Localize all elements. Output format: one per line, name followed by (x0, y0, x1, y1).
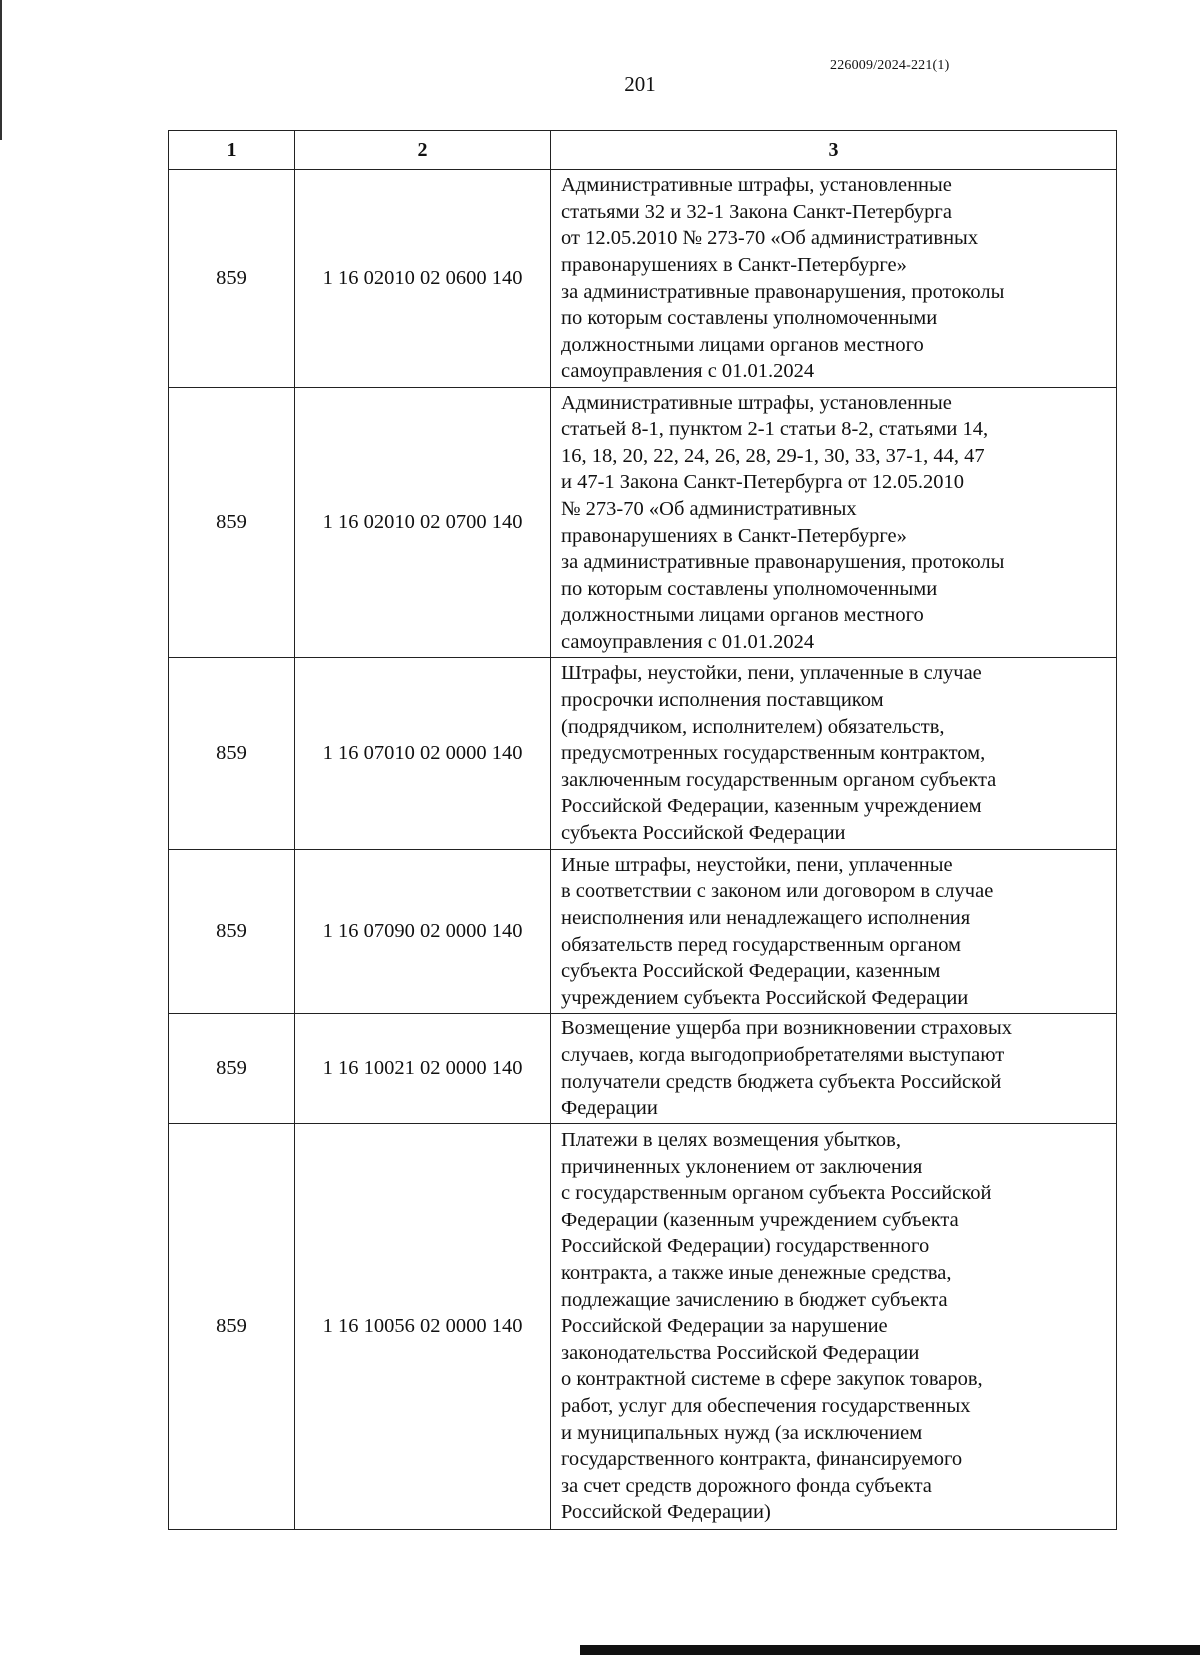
description-line: учреждением субъекта Российской Федерации (561, 986, 969, 1009)
table-row (169, 658, 1117, 850)
description-line: по которым составлены уполномоченными (561, 307, 938, 330)
description-line: Российской Федерации за нарушение (561, 1315, 888, 1338)
column-header-3: 3 (551, 131, 1117, 170)
kbk-code-cell: 1 16 10021 02 0000 140 (295, 1014, 551, 1124)
description-line: Административные штрафы, установленные (561, 174, 952, 197)
description-line: Платежи в целях возмещения убытков, (561, 1129, 901, 1152)
description-line: статьями 32 и 32-1 Закона Санкт-Петербурга (561, 200, 952, 223)
description-cell (551, 658, 1117, 850)
revenue-codes-table (168, 130, 1117, 1530)
description-line: Возмещение ущерба при возникновении страховых (561, 1017, 1012, 1040)
description-line: и 47-1 Закона Санкт-Петербурга от 12.05.2010 (561, 471, 965, 494)
column-header-1: 1 (169, 131, 295, 170)
kbk-code-cell: 1 16 02010 02 0600 140 (295, 170, 551, 388)
description-line: (подрядчиком, исполнителем) обязательств, (561, 715, 945, 738)
description-line: просрочки исполнения поставщиком (561, 689, 884, 712)
kbk-code-cell: 1 16 07010 02 0000 140 (295, 658, 551, 850)
description-line: № 273-70 «Об административных (561, 497, 857, 520)
admin-code-cell: 859 (169, 170, 295, 388)
description-cell (551, 1014, 1117, 1124)
description-line: статьей 8-1, пунктом 2-1 статьи 8-2, статьями 14, (561, 418, 989, 441)
description-line: 16, 18, 20, 22, 24, 26, 28, 29-1, 30, 33, 37-1, 44, 47 (561, 444, 985, 467)
description-line: предусмотренных государственным контрактом, (561, 742, 986, 765)
description-line: за административные правонарушения, протоколы (561, 551, 1005, 574)
description-line: обязательств перед государственным органом (561, 933, 962, 956)
description-line: контракта, а также иные денежные средства, (561, 1262, 952, 1285)
kbk-code-cell: 1 16 02010 02 0700 140 (295, 388, 551, 658)
description-line: Российской Федерации) (561, 1501, 771, 1524)
table-row (169, 1014, 1117, 1124)
description-line: от 12.05.2010 № 273-70 «Об административных (561, 227, 979, 250)
scan-edge-left (0, 0, 2, 140)
description-line: должностными лицами органов местного (561, 604, 924, 627)
description-line: Российской Федерации, казенным учреждением (561, 795, 982, 818)
description-line: получатели средств бюджета субъекта Российской (561, 1070, 1002, 1093)
description-cell (551, 1124, 1117, 1530)
description-line: Административные штрафы, установленные (561, 391, 952, 414)
description-line: Федерации (561, 1097, 658, 1120)
column-header-2: 2 (295, 131, 551, 170)
kbk-code-cell: 1 16 07090 02 0000 140 (295, 850, 551, 1014)
description-line: самоуправления с 01.01.2024 (561, 630, 815, 653)
description-line: о контрактной системе в сфере закупок товаров, (561, 1368, 983, 1391)
description-line: субъекта Российской Федерации (561, 821, 846, 844)
admin-code-cell: 859 (169, 1014, 295, 1124)
description-line: самоуправления с 01.01.2024 (561, 360, 815, 383)
table-row (169, 388, 1117, 658)
description-line: Иные штрафы, неустойки, пени, уплаченные (561, 853, 953, 876)
description-line: с государственным органом субъекта Российской (561, 1182, 992, 1205)
description-cell (551, 170, 1117, 388)
admin-code-cell: 859 (169, 1124, 295, 1530)
admin-code-cell: 859 (169, 850, 295, 1014)
description-line: за административные правонарушения, протоколы (561, 280, 1005, 303)
admin-code-cell: 859 (169, 658, 295, 850)
description-cell (551, 850, 1117, 1014)
page-number: 201 (624, 72, 656, 96)
table-body (169, 170, 1117, 1530)
description-line: правонарушениях в Санкт-Петербурге» (561, 524, 907, 547)
table-row (169, 1124, 1117, 1530)
description-line: государственного контракта, финансируемого (561, 1448, 963, 1471)
description-line: за счет средств дорожного фонда субъекта (561, 1474, 932, 1497)
description-line: заключенным государственным органом субъекта (561, 768, 997, 791)
description-line: подлежащие зачислению в бюджет субъекта (561, 1288, 948, 1311)
description-line: правонарушениях в Санкт-Петербурге» (561, 253, 907, 276)
description-line: по которым составлены уполномоченными (561, 577, 938, 600)
description-line: в соответствии с законом или договором в случае (561, 880, 994, 903)
description-line: субъекта Российской Федерации, казенным (561, 960, 941, 983)
scan-edge-bottom (580, 1645, 1200, 1655)
description-line: Федерации (казенным учреждением субъекта (561, 1208, 959, 1231)
admin-code-cell: 859 (169, 388, 295, 658)
document-number: 226009/2024-221(1) (830, 58, 950, 73)
table-row (169, 850, 1117, 1014)
description-line: случаев, когда выгодоприобретателями выступают (561, 1043, 1005, 1066)
description-line: неисполнения или ненадлежащего исполнения (561, 906, 971, 929)
description-line: причиненных уклонением от заключения (561, 1155, 923, 1178)
description-line: законодательства Российской Федерации (561, 1341, 920, 1364)
table-header-row (169, 131, 1117, 170)
description-line: работ, услуг для обеспечения государственных (561, 1394, 971, 1417)
description-cell (551, 388, 1117, 658)
description-line: Российской Федерации) государственного (561, 1235, 930, 1258)
description-line: должностными лицами органов местного (561, 333, 924, 356)
kbk-code-cell: 1 16 10056 02 0000 140 (295, 1124, 551, 1530)
description-line: и муниципальных нужд (за исключением (561, 1421, 923, 1444)
description-line: Штрафы, неустойки, пени, уплаченные в случае (561, 662, 982, 685)
table-row (169, 170, 1117, 388)
